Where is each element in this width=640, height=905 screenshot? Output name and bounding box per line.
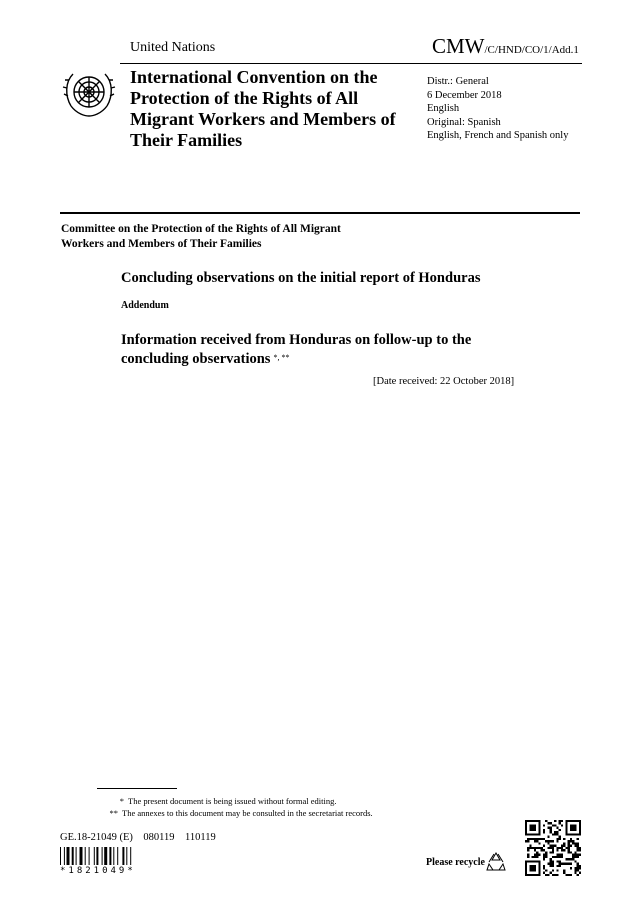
footnote-1-text: The present document is being issued without formal editing.: [128, 796, 337, 806]
addendum-label: Addendum: [121, 300, 169, 311]
symbol-main: CMW: [432, 34, 485, 58]
footnote-2: [104, 808, 373, 818]
distribution-languages-only: English, French and Spanish only: [427, 130, 569, 141]
footnote-1: [110, 796, 336, 806]
convention-title: International Convention on the Protection of the Rights of All Migrant Workers and Members of Their Families: [130, 67, 396, 150]
un-emblem-icon: [61, 66, 117, 122]
document-subtitle: [121, 331, 511, 368]
distribution-original: Original: Spanish: [427, 116, 501, 128]
distribution-status: Distr.: General: [427, 76, 489, 87]
document-title: Concluding observations on the initial report of Honduras: [121, 270, 481, 286]
subtitle-text: Information received from Honduras on follow-up to the concluding observations: [121, 332, 472, 367]
committee-name: Committee on the Protection of the Rights of All Migrant Workers and Members of Their Families: [61, 223, 341, 250]
recycle-icon: [485, 850, 507, 872]
section-rule: [60, 212, 580, 214]
distribution-date: 6 December 2018: [427, 89, 502, 101]
symbol-rest: /C/HND/CO/1/Add.1: [484, 44, 579, 56]
footnote-2-text: The annexes to this document may be consulted in the secretariat records.: [122, 808, 373, 818]
distribution-block: [427, 75, 568, 143]
organization-name: United Nations: [130, 40, 216, 55]
document-number: GE.18-21049 (E) 080119 110119: [60, 832, 216, 843]
header-rule: [120, 63, 582, 64]
footnote-2-mark: **: [109, 808, 118, 818]
barcode-text: *1821049*: [60, 866, 136, 876]
footnote-1-mark: *: [119, 796, 124, 806]
footnote-rule: [97, 788, 177, 789]
qr-code-icon: [525, 820, 581, 876]
date-received: [Date received: 22 October 2018]: [373, 376, 515, 387]
recycle-label: Please recycle: [426, 857, 485, 868]
document-symbol: [432, 34, 579, 59]
barcode-icon: [60, 847, 152, 865]
footnote-marks: *, **: [273, 353, 290, 362]
distribution-language: English: [427, 103, 460, 114]
